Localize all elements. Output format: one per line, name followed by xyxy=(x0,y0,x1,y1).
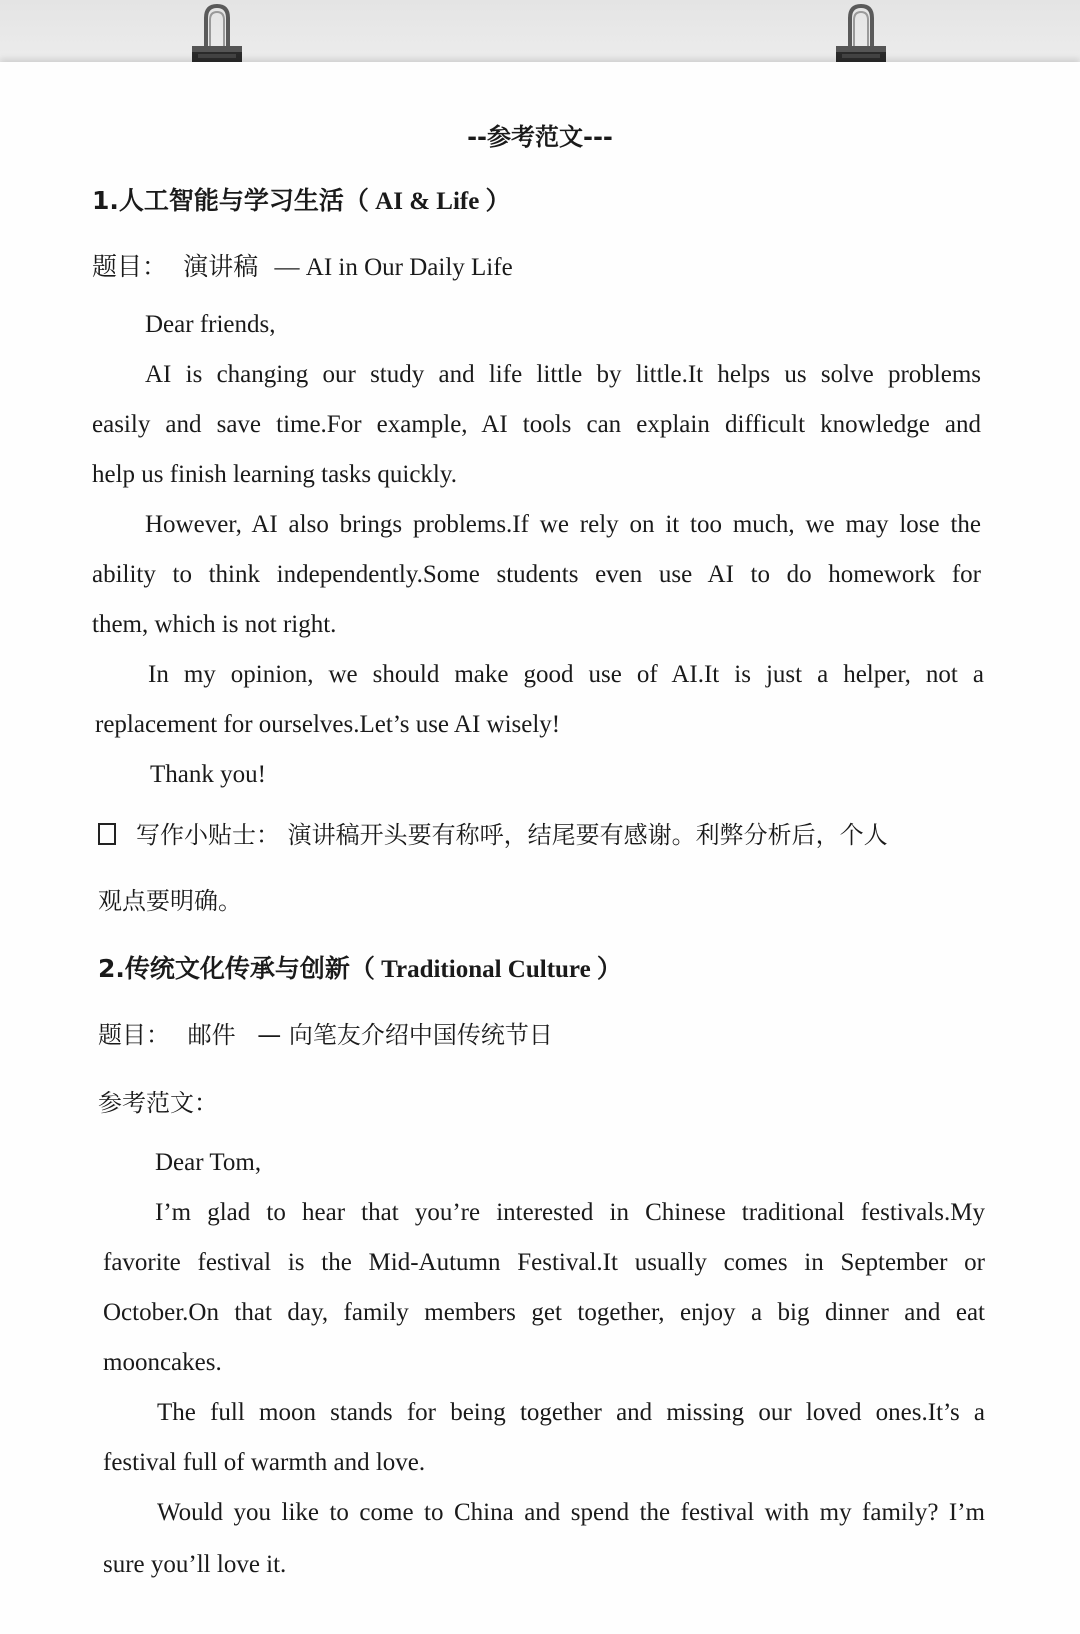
paragraph-line: Would you like to come to China and spend the festival with my family? I’m xyxy=(157,1499,985,1526)
paragraph-line: I’m glad to hear that you’re interested in Chinese traditional festivals.My xyxy=(155,1199,985,1226)
sample-essay-label: 参考范文： xyxy=(98,1089,218,1117)
paragraph-line: AI is changing our study and life little by little.It helps us solve problems xyxy=(145,361,981,388)
section-1-topic xyxy=(92,252,513,283)
writing-tip-continued: 观点要明确。 xyxy=(98,887,242,915)
section-2-heading xyxy=(98,954,622,985)
section-1-heading xyxy=(92,186,511,217)
topic-label: 题目： xyxy=(92,252,168,281)
paragraph-line: However, AI also brings problems.If we rely on it too much, we may lose the xyxy=(145,511,981,538)
paragraph-line: sure you’ll love it. xyxy=(103,1551,287,1578)
paragraph-line: festival full of warmth and love. xyxy=(103,1449,426,1476)
paragraph-line: mooncakes. xyxy=(103,1349,222,1376)
topic-title: — 向笔友介绍中国传统节日 xyxy=(257,1021,553,1049)
section-1-heading-cn: 1.人工智能与学习生活 xyxy=(92,186,344,215)
paragraph-line: favorite festival is the Mid-Autumn Festival.It usually comes in September or xyxy=(103,1249,985,1276)
checkbox-icon xyxy=(98,823,116,845)
section-2-topic xyxy=(98,1020,553,1050)
document-header: --参考范文--- xyxy=(467,123,613,151)
section-1-heading-en: （ AI & Life ） xyxy=(343,188,511,215)
paragraph-line: Thank you! xyxy=(150,761,266,788)
writing-tip-text: 写作小贴士： 演讲稿开头要有称呼，结尾要有感谢。利弊分析后，个人 xyxy=(136,821,888,849)
paragraph-line: them, which is not right. xyxy=(92,611,337,638)
topic-title: — AI in Our Daily Life xyxy=(274,254,513,281)
paragraph-line: help us finish learning tasks quickly. xyxy=(92,461,457,488)
paragraph-line: The full moon stands for being together and missing our loved ones.It’s a xyxy=(157,1399,985,1426)
paragraph-line: October.On that day, family members get together, enjoy a big dinner and eat xyxy=(103,1299,985,1326)
topic-type: 邮件 xyxy=(187,1021,236,1049)
topic-type: 演讲稿 xyxy=(183,252,259,281)
paragraph-line: ability to think independently.Some students even use AI to do homework for xyxy=(92,561,981,588)
writing-tip xyxy=(98,820,984,850)
paragraph-line: Dear friends, xyxy=(145,311,276,338)
section-2-heading-en: （ Traditional Culture ） xyxy=(349,956,622,983)
paragraph-line: easily and save time.For example, AI tools can explain difficult knowledge and xyxy=(92,411,981,438)
paragraph-line: In my opinion, we should make good use of AI.It is just a helper, not a xyxy=(148,661,984,688)
paragraph-line: replacement for ourselves.Let’s use AI wisely! xyxy=(95,711,561,738)
paragraph-line: Dear Tom, xyxy=(155,1149,262,1176)
topic-label: 题目： xyxy=(98,1021,170,1049)
section-2-heading-cn: 2.传统文化传承与创新 xyxy=(98,954,350,983)
page-top-band xyxy=(0,0,1080,64)
